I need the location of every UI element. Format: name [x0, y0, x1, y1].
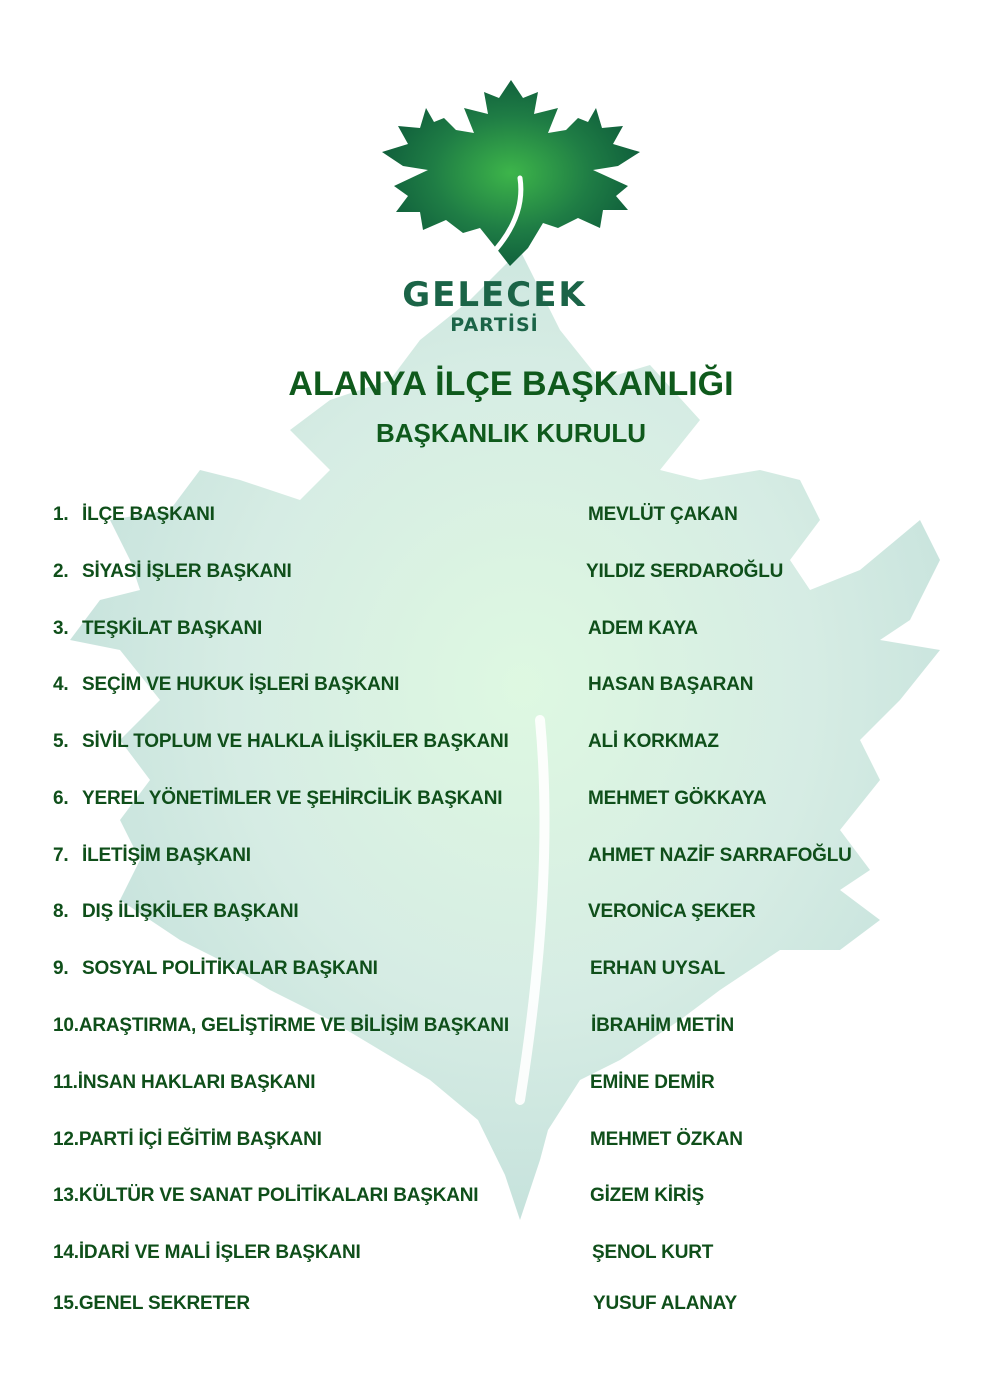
member-row — [0, 557, 989, 587]
member-row — [0, 670, 989, 700]
member-number: 10. — [53, 1015, 79, 1036]
member-name: ŞENOL KURT — [592, 1242, 714, 1263]
member-name: MEHMET GÖKKAYA — [588, 788, 767, 809]
member-role: 15.GENEL SEKRETER — [53, 1289, 250, 1319]
member-role: 2. SİYASİ İŞLER BAŞKANI — [53, 557, 292, 587]
member-row — [0, 1125, 989, 1155]
member-name: VERONİCA ŞEKER — [588, 901, 756, 922]
member-row — [0, 614, 989, 644]
member-number: 12. — [53, 1129, 79, 1150]
member-name: YUSUF ALANAY — [593, 1293, 737, 1314]
member-row — [0, 954, 989, 984]
page-subtitle: BAŞKANLIK KURULU — [375, 418, 647, 448]
member-number: 3. — [53, 618, 69, 639]
member-role: 9. SOSYAL POLİTİKALAR BAŞKANI — [53, 954, 378, 984]
member-number: 13. — [53, 1185, 79, 1206]
member-name: ERHAN UYSAL — [590, 958, 726, 979]
member-name: GİZEM KİRİŞ — [590, 1185, 704, 1206]
member-number: 14. — [53, 1242, 79, 1263]
member-number: 11. — [53, 1072, 78, 1093]
member-number: 4. — [53, 674, 69, 695]
member-role: 13.KÜLTÜR VE SANAT POLİTİKALARI BAŞKANI — [53, 1181, 478, 1211]
page-title: ALANYA İLÇE BAŞKANLIĞI — [288, 365, 734, 403]
member-row — [0, 897, 989, 927]
member-name: MEHMET ÖZKAN — [590, 1129, 743, 1150]
member-row — [0, 1011, 989, 1041]
member-row — [0, 727, 989, 757]
brand-wordmark: GELECEK — [402, 275, 587, 315]
member-name: ALİ KORKMAZ — [588, 731, 719, 752]
brand-subtitle: PARTİSİ — [450, 314, 539, 336]
member-number: 15. — [53, 1293, 79, 1314]
member-row — [0, 1068, 989, 1098]
member-name: ADEM KAYA — [588, 618, 698, 639]
member-row — [0, 1181, 989, 1211]
member-row — [0, 1238, 989, 1268]
member-number: 5. — [53, 731, 69, 752]
member-role: 12.PARTİ İÇİ EĞİTİM BAŞKANI — [53, 1125, 322, 1155]
member-name: İBRAHİM METİN — [591, 1015, 735, 1036]
member-number: 6. — [53, 788, 69, 809]
member-row — [0, 1289, 989, 1319]
member-role: 4. SEÇİM VE HUKUK İŞLERİ BAŞKANI — [53, 670, 399, 700]
member-role: 11.İNSAN HAKLARI BAŞKANI — [53, 1068, 315, 1098]
member-number: 1. — [53, 504, 69, 525]
member-name: YILDIZ SERDAROĞLU — [586, 561, 784, 582]
member-number: 9. — [53, 958, 69, 979]
member-number: 2. — [53, 561, 69, 582]
member-role: 14.İDARİ VE MALİ İŞLER BAŞKANI — [53, 1238, 361, 1268]
maple-leaf-logo-icon — [378, 78, 644, 268]
member-role: 3. TEŞKİLAT BAŞKANI — [53, 614, 262, 644]
member-row — [0, 784, 989, 814]
member-role: 5. SİVİL TOPLUM VE HALKLA İLİŞKİLER BAŞKANI — [53, 727, 509, 757]
member-name: MEVLÜT ÇAKAN — [588, 504, 738, 525]
member-role: 1. İLÇE BAŞKANI — [53, 500, 215, 530]
member-role: 7. İLETİŞİM BAŞKANI — [53, 841, 251, 871]
member-role: 6. YEREL YÖNETİMLER VE ŞEHİRCİLİK BAŞKANI — [53, 784, 502, 814]
member-role: 8. DIŞ İLİŞKİLER BAŞKANI — [53, 897, 298, 927]
member-name: EMİNE DEMİR — [590, 1072, 715, 1093]
member-number: 8. — [53, 901, 69, 922]
member-role: 10.ARAŞTIRMA, GELİŞTİRME VE BİLİŞİM BAŞKANI — [53, 1011, 509, 1041]
member-row — [0, 500, 989, 530]
member-name: HASAN BAŞARAN — [588, 674, 754, 695]
member-row — [0, 841, 989, 871]
member-name: AHMET NAZİF SARRAFOĞLU — [588, 845, 852, 866]
member-number: 7. — [53, 845, 69, 866]
